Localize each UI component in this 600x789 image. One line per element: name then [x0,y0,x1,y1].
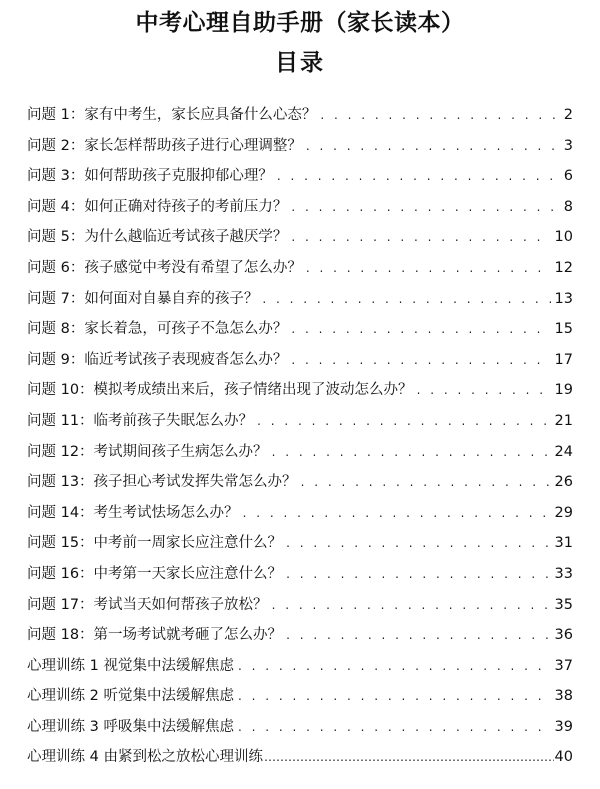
toc-entry[interactable] [27,498,573,529]
toc-entry-title: 问题 9：临近考试孩子表现疲沓怎么办？ [27,351,288,368]
document-title: 中考心理自助手册（家长读本） [135,10,465,36]
toc-entry-title: 问题 10：模拟考成绩出来后，孩子情绪出现了波动怎么办？ [27,382,413,399]
toc-entry[interactable] [27,712,573,743]
toc-entry-title: 问题 6：孩子感觉中考没有希望了怎么办？ [27,259,302,276]
toc-entry[interactable] [27,222,573,253]
dot-leader [301,467,551,498]
dot-leader [272,590,551,621]
dot-leader [320,100,559,131]
toc-entry-page: 37 [554,657,573,674]
toc-entry[interactable] [27,253,573,284]
toc-entry[interactable] [27,651,573,682]
dot-leader [286,528,550,559]
toc-entry[interactable] [27,375,573,406]
table-of-contents [27,100,573,773]
toc-entry-title: 问题 12：考试期间孩子生病怎么办？ [27,443,268,460]
toc-entry[interactable] [27,406,573,437]
toc-entry[interactable] [27,742,573,773]
toc-entry-page: 19 [554,382,573,399]
toc-entry-page: 2 [563,107,573,123]
toc-entry-title: 问题 16：中考第一天家长应注意什么？ [27,565,283,582]
toc-entry-title: 心理训练 4 由紧到松之放松心理训练 [27,749,263,766]
toc-entry-title: 问题 15：中考前一周家长应注意什么？ [27,535,283,552]
toc-entry-page: 26 [554,474,573,491]
dot-leader [257,406,550,437]
toc-entry-page: 21 [554,412,573,429]
toc-entry-page: 15 [554,321,573,338]
toc-entry[interactable] [27,131,573,162]
toc-entry-title: 问题 18：第一场考试就考砸了怎么办？ [27,627,283,644]
dot-leader [272,437,551,468]
toc-entry[interactable] [27,590,573,621]
dot-leader [243,498,551,529]
toc-entry[interactable] [27,345,573,376]
toc-entry-page: 33 [554,565,573,582]
dot-leader [238,712,551,743]
toc-entry[interactable] [27,437,573,468]
toc-entry[interactable] [27,284,573,315]
dot-leader [417,375,551,406]
toc-entry-title: 问题 8：家长着急，可孩子不急怎么办？ [27,321,288,338]
toc-entry-page: 29 [554,504,573,521]
dot-leader [286,620,550,651]
toc-entry[interactable] [27,314,573,345]
dot-leader [264,742,554,773]
dot-leader [291,192,559,223]
toc-entry-page: 17 [554,351,573,368]
toc-entry[interactable] [27,559,573,590]
toc-entry-title: 心理训练 2 听觉集中法缓解焦虑 [27,688,234,705]
toc-entry-page: 13 [554,290,573,307]
toc-entry-page: 40 [554,749,573,766]
toc-entry-page: 8 [563,198,573,215]
toc-entry-title: 问题 1：家有中考生，家长应具备什么心态？ [27,107,317,123]
toc-entry-title: 心理训练 1 视觉集中法缓解焦虑 [27,657,234,674]
toc-entry[interactable] [27,192,573,223]
dot-leader [262,284,550,315]
toc-entry-page: 35 [554,596,573,613]
toc-entry[interactable] [27,528,573,559]
dot-leader [286,559,550,590]
toc-entry-page: 12 [554,259,573,276]
dot-leader [291,314,550,345]
toc-entry-page: 31 [554,535,573,552]
dot-leader [238,651,551,682]
toc-entry-page: 3 [563,137,573,154]
toc-entry-page: 36 [554,627,573,644]
toc-entry-title: 问题 14：考生考试怯场怎么办？ [27,504,239,521]
toc-entry[interactable] [27,100,573,131]
toc-entry-page: 24 [554,443,573,460]
toc-entry-title: 问题 17：考试当天如何帮孩子放松？ [27,596,268,613]
toc-entry[interactable] [27,620,573,651]
toc-entry-title: 心理训练 3 呼吸集中法缓解焦虑 [27,718,234,735]
toc-entry-title: 问题 2：家长怎样帮助孩子进行心理调整？ [27,137,302,154]
dot-leader [277,161,560,192]
dot-leader [291,345,550,376]
toc-heading: 目录 [275,50,325,76]
dot-leader [306,131,560,162]
toc-entry-page: 38 [554,688,573,705]
toc-entry-title: 问题 13：孩子担心考试发挥失常怎么办？ [27,474,297,491]
dot-leader [306,253,551,284]
toc-entry-page: 10 [554,229,573,246]
dot-leader [291,222,550,253]
toc-entry[interactable] [27,161,573,192]
toc-entry-title: 问题 3：如何帮助孩子克服抑郁心理？ [27,168,273,185]
toc-entry-title: 问题 11：临考前孩子失眠怎么办？ [27,412,254,429]
toc-entry[interactable] [27,467,573,498]
dot-leader [238,681,551,712]
toc-entry-title: 问题 4：如何正确对待孩子的考前压力？ [27,198,288,215]
toc-entry-page: 39 [554,718,573,735]
toc-entry[interactable] [27,681,573,712]
toc-entry-title: 问题 7：如何面对自暴自弃的孩子？ [27,290,259,307]
toc-entry-title: 问题 5：为什么越临近考试孩子越厌学？ [27,229,288,246]
toc-entry-page: 6 [563,168,573,185]
